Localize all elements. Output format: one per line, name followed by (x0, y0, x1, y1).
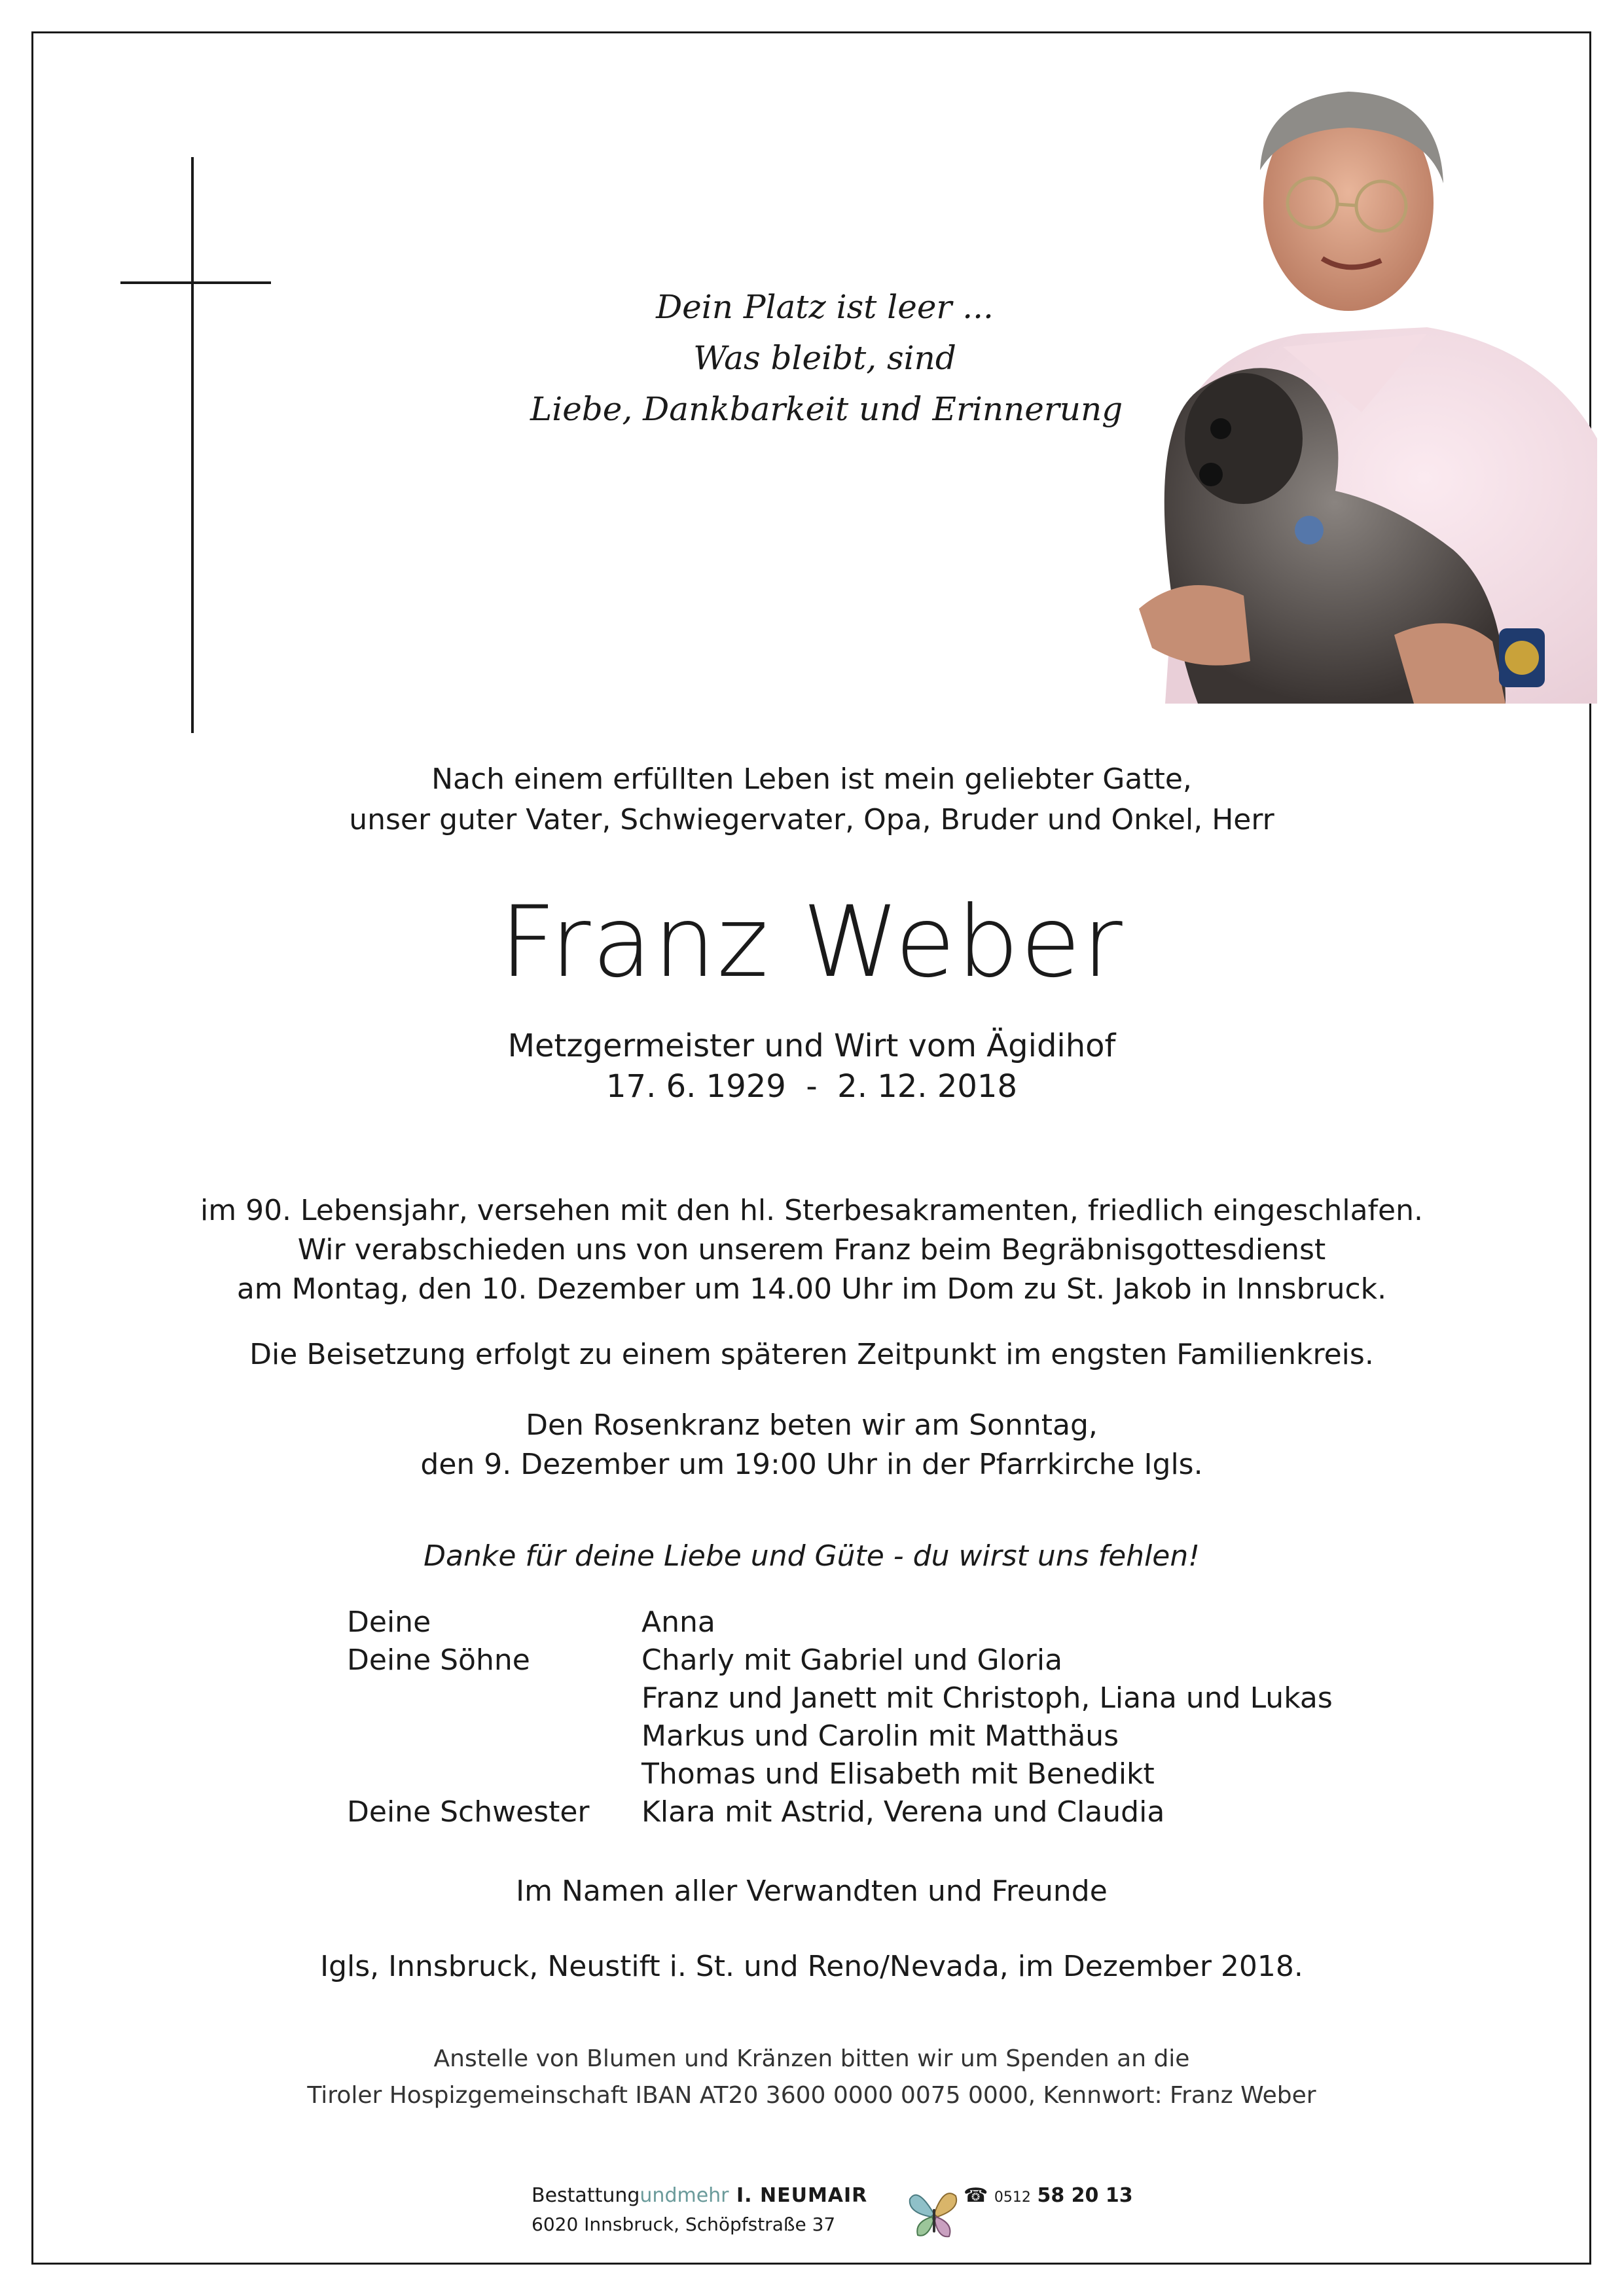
poem-line: Was bleibt, sind (693, 339, 956, 377)
funeral-home-phone (964, 2183, 1133, 2211)
deceased-name: Franz Weber (499, 886, 1124, 999)
body-line: im 90. Lebensjahr, versehen mit den hl. Sterbesakramenten, friedlich eingeschlafen. (200, 1194, 1423, 1227)
mourner-row (347, 1755, 1333, 1793)
mourner-row (347, 1604, 1333, 1641)
mourner-relation (347, 1679, 641, 1717)
place-date-line: Igls, Innsbruck, Neustift i. St. und Reno/Nevada, im Dezember 2018. (320, 1950, 1303, 1983)
funeral-home-address: 6020 Innsbruck, Schöpfstraße 37 (532, 2214, 836, 2235)
life-dates (164, 1066, 1460, 1107)
closing-line: Im Namen aller Verwandten und Freunde (516, 1874, 1108, 1908)
mourner-row (347, 1793, 1333, 1831)
brand-part: undmehr (640, 2184, 729, 2207)
donation-line: Tiroler Hospizgemeinschaft IBAN AT20 3600 0000 0075 0000, Kennwort: Franz Weber (307, 2082, 1316, 2109)
mourners-list (347, 1604, 1333, 1831)
poem (530, 281, 1123, 435)
profession: Metzgermeister und Wirt vom Ägidihof (507, 1028, 1116, 1064)
cross-icon (191, 157, 194, 733)
body-line: Wir verabschieden uns von unserem Franz beim Begräbnisgottesdienst (297, 1233, 1326, 1266)
mourner-row (347, 1679, 1333, 1717)
death-date: 2. 12. 2018 (837, 1068, 1017, 1105)
intro-line: Nach einem erfüllten Leben ist mein geliebter Gatte, (431, 762, 1192, 796)
body-line: Den Rosenkranz beten wir am Sonntag, (526, 1408, 1098, 1442)
birth-date: 17. 6. 1929 (606, 1068, 786, 1105)
mourner-names: Markus und Carolin mit Matthäus (641, 1719, 1119, 1753)
mourner-names: Franz und Janett mit Christoph, Liana und Lukas (641, 1681, 1333, 1715)
phone-number: 58 20 13 (1037, 2184, 1133, 2207)
mourner-relation (347, 1755, 641, 1793)
mourner-names: Thomas und Elisabeth mit Benedikt (641, 1757, 1155, 1791)
donation-line: Anstelle von Blumen und Kränzen bitten wir um Spenden an die (433, 2045, 1190, 2072)
brand-part: I. NEUMAIR (729, 2184, 868, 2207)
body-line: den 9. Dezember um 19:00 Uhr in der Pfarrkirche Igls. (420, 1448, 1203, 1481)
rosary-note (98, 1406, 1525, 1484)
poem-line: Dein Platz ist leer ... (656, 288, 994, 326)
date-separator: - (785, 1068, 838, 1105)
phone-icon: ☎ (964, 2184, 988, 2207)
body-line: am Montag, den 10. Dezember um 14.00 Uhr im Dom zu St. Jakob in Innsbruck. (236, 1272, 1387, 1306)
intro-line: unser guter Vater, Schwiegervater, Opa, Bruder und Onkel, Herr (349, 803, 1274, 836)
mourner-relation: Deine Schwester (347, 1795, 590, 1829)
butterfly-logo-icon (905, 2183, 964, 2242)
mourner-relation (347, 1717, 641, 1755)
intro-text (164, 759, 1460, 840)
funeral-home-name (532, 2183, 867, 2209)
mourner-relation: Deine Söhne (347, 1643, 530, 1677)
mourner-row (347, 1641, 1333, 1679)
mourner-names: Charly mit Gabriel und Gloria (641, 1643, 1063, 1677)
thanks-line: Danke für deine Liebe und Güte - du wirst uns fehlen! (424, 1539, 1200, 1573)
mourner-row (347, 1717, 1333, 1755)
mourner-names: Klara mit Astrid, Verena und Claudia (641, 1795, 1165, 1829)
cross-icon-bar (120, 281, 271, 284)
mourner-relation: Deine (347, 1605, 431, 1639)
brand-part: Bestattung (532, 2184, 640, 2207)
poem-line: Liebe, Dankbarkeit und Erinnerung (530, 390, 1123, 428)
mourner-names: Anna (641, 1605, 715, 1639)
donation-note (98, 2041, 1525, 2114)
portrait-photo (1087, 72, 1597, 704)
funeral-details (98, 1191, 1525, 1309)
burial-note: Die Beisetzung erfolgt zu einem späteren Zeitpunkt im engsten Familienkreis. (249, 1338, 1374, 1371)
funeral-home-footer (532, 2183, 1153, 2255)
phone-prefix: 0512 (994, 2189, 1031, 2206)
